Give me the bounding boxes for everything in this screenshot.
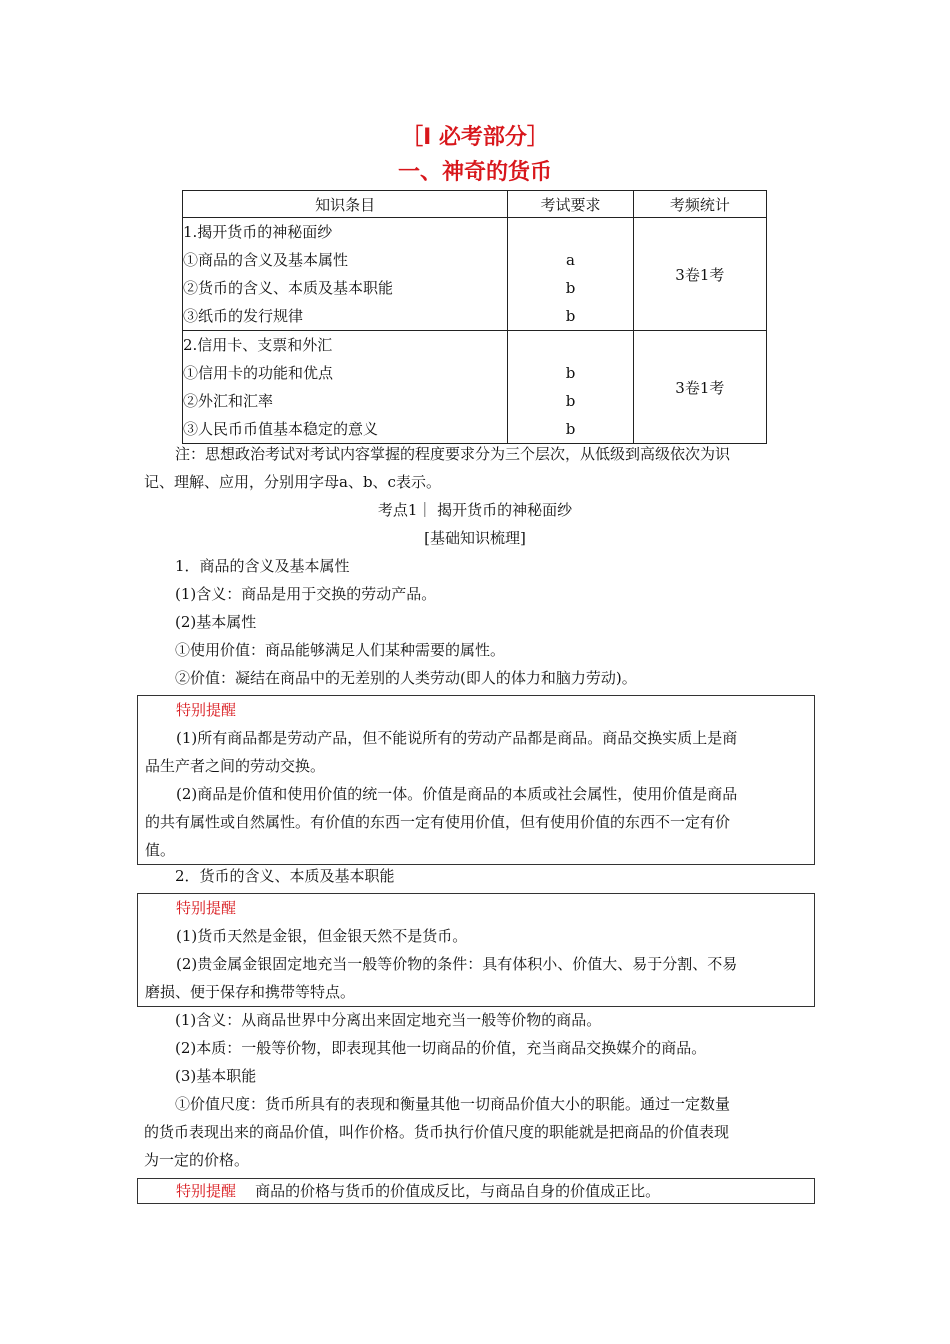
table-cell-levels <box>508 218 633 331</box>
reminder-box <box>137 1178 815 1204</box>
paragraph: ①使用价值：商品能够满足人们某种需要的属性。 <box>175 641 506 659</box>
chapter-title: 一、神奇的货币 <box>397 160 552 185</box>
table-header: 考试要求 <box>508 191 633 218</box>
table-header: 知识条目 <box>183 191 508 218</box>
table-header-row <box>183 191 767 218</box>
reminder-title: 特别提醒 <box>176 899 237 917</box>
item-text: ②货币的含义、本质及基本职能 <box>183 279 394 297</box>
table-cell-items <box>183 218 508 331</box>
paragraph: (3)基本职能 <box>175 1067 257 1085</box>
item-text: ②外汇和汇率 <box>183 392 274 410</box>
item-text: ③人民币币值基本稳定的意义 <box>183 420 379 438</box>
reminder-line: 的共有属性或自然属性。有价值的东西一定有使用价值，但有使用价值的东西不一定有价 <box>145 813 731 831</box>
reminder-line: (2)商品是价值和使用价值的统一体。价值是商品的本质或社会属性，使用价值是商品 <box>176 785 738 803</box>
table-cell-items <box>183 331 508 444</box>
item-text: ③纸币的发行规律 <box>183 307 304 325</box>
item-text: ①商品的含义及基本属性 <box>183 251 349 269</box>
table-row <box>183 218 767 331</box>
table-cell-freq: 3卷1考 <box>633 331 766 444</box>
note-line: 注：思想政治考试对考试内容掌握的程度要求分为三个层次，从低级到高级依次为识 <box>175 445 731 463</box>
level-text <box>508 331 632 359</box>
item-text: ①信用卡的功能和优点 <box>183 364 334 382</box>
level-text <box>508 218 632 246</box>
paragraph: ②价值：凝结在商品中的无差别的人类劳动(即人的体力和脑力劳动)。 <box>175 669 637 687</box>
level-text: b <box>565 364 576 382</box>
paragraph: (2)基本属性 <box>175 613 257 631</box>
level-text: a <box>566 251 575 269</box>
table-row <box>183 331 767 444</box>
level-text: b <box>565 279 576 297</box>
reminder-box <box>137 893 815 1007</box>
paragraph: 为一定的价格。 <box>144 1151 250 1169</box>
knowledge-table <box>182 190 767 444</box>
sub-heading: [基础知识梳理] <box>424 529 526 547</box>
table-cell-levels <box>508 331 633 444</box>
level-text: b <box>565 420 576 438</box>
item-text: 2.信用卡、支票和外汇 <box>183 336 333 354</box>
reminder-line: (1)所有商品都是劳动产品，但不能说所有的劳动产品都是商品。商品交换实质上是商 <box>176 729 738 747</box>
reminder-line: (2)贵金属金银固定地充当一般等价物的条件：具有体积小、价值大、易于分割、不易 <box>176 955 738 973</box>
part-title: ［Ⅰ 必考部分］ <box>401 125 549 150</box>
table-header: 考频统计 <box>633 191 766 218</box>
paragraph: (2)本质：一般等价物，即表现其他一切商品的价值，充当商品交换媒介的商品。 <box>175 1039 707 1057</box>
item-text: 1.揭开货币的神秘面纱 <box>183 223 333 241</box>
paragraph: 的货币表现出来的商品价值，叫作价格。货币执行价值尺度的职能就是把商品的价值表现 <box>144 1123 730 1141</box>
paragraph: (1)含义：商品是用于交换的劳动产品。 <box>175 585 437 603</box>
section-heading: 2．货币的含义、本质及基本职能 <box>175 867 395 885</box>
reminder-title: 特别提醒 <box>176 701 237 719</box>
reminder-line: 值。 <box>145 841 176 859</box>
paragraph: ①价值尺度：货币所具有的表现和衡量其他一切商品价值大小的职能。通过一定数量 <box>175 1095 731 1113</box>
kaodian-heading: 考点1｜ 揭开货币的神秘面纱 <box>377 501 573 519</box>
reminder-line: 商品的价格与货币的价值成反比，与商品自身的价值成正比。 <box>255 1182 661 1200</box>
kaodian-title: 揭开货币的神秘面纱 <box>437 501 573 519</box>
reminder-box <box>137 695 815 865</box>
table-cell-freq: 3卷1考 <box>633 218 766 331</box>
reminder-line: (1)货币天然是金银，但金银天然不是货币。 <box>176 927 468 945</box>
level-text: b <box>565 392 576 410</box>
note-line: 记、理解、应用，分别用字母a、b、c表示。 <box>144 473 441 491</box>
paragraph: (1)含义：从商品世界中分离出来固定地充当一般等价物的商品。 <box>175 1011 602 1029</box>
kaodian-label: 考点1 <box>377 501 418 519</box>
section-heading: 1．商品的含义及基本属性 <box>175 557 350 575</box>
reminder-line: 品生产者之间的劳动交换。 <box>145 757 326 775</box>
reminder-line: 磨损、便于保存和携带等特点。 <box>145 983 356 1001</box>
level-text: b <box>565 307 576 325</box>
reminder-title: 特别提醒 <box>176 1182 237 1200</box>
